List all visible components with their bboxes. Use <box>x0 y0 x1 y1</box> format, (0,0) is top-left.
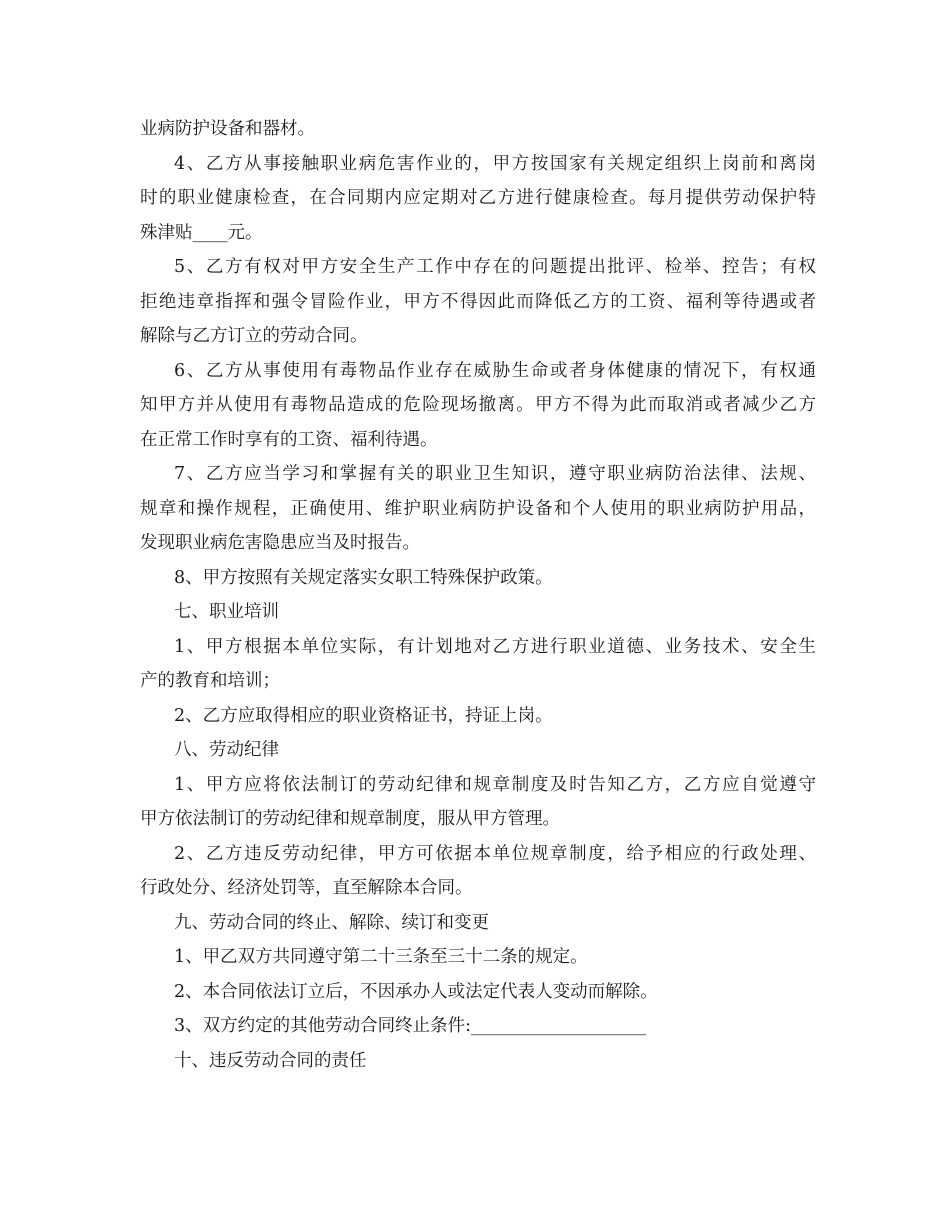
text-line-25: 1、甲乙双方共同遵守第二十三条至三十二条的规定。 <box>174 947 588 967</box>
text-line-26: 2、本合同依法订立后，不因承办人或法定代表人变动而解除。 <box>174 981 658 1002</box>
text-line-4: 殊津贴____元。 <box>140 222 263 243</box>
text-line-14: 8、甲方按照有关规定落实女职工特殊保护政策。 <box>174 567 553 588</box>
text-line-27: 3、双方约定的其他劳动合同终止条件:____________________ <box>174 1016 647 1036</box>
text-line-23: 行政处分、经济处罚等，直至解除本合同。 <box>140 878 473 898</box>
text-line-9: 知甲方并从使用有毒物品造成的危险现场撤离。甲方不得为此而取消或者减少乙方 <box>140 395 816 415</box>
text-line-1: 业病防护设备和器材。 <box>140 119 315 139</box>
text-line-2: 4、乙方从事接触职业病危害作业的，甲方按国家有关规定组织上岗前和离岗 <box>174 153 816 174</box>
section-heading-10: 十、违反劳动合同的责任 <box>174 1050 367 1071</box>
section-heading-7: 七、职业培训 <box>174 602 279 622</box>
text-line-13: 发现职业病危害隐患应当及时报告。 <box>140 533 420 553</box>
text-line-21: 甲方依法制订的劳动纪律和规章制度，服从甲方管理。 <box>140 809 560 829</box>
text-line-7: 解除与乙方订立的劳动合同。 <box>140 326 368 346</box>
section-heading-9: 九、劳动合同的终止、解除、续订和变更 <box>174 912 489 933</box>
text-line-12: 规章和操作规程，正确使用、维护职业病防护设备和个人使用的职业病防护用品， <box>140 498 816 519</box>
document-page <box>140 112 816 1078</box>
text-line-6: 拒绝违章指挥和强令冒险作业，甲方不得因此而降低乙方的工资、福利等待遇或者 <box>140 291 816 312</box>
text-line-3: 时的职业健康检查，在合同期内应定期对乙方进行健康检查。每月提供劳动保护特 <box>140 188 816 208</box>
section-heading-8: 八、劳动纪律 <box>174 740 279 760</box>
text-line-10: 在正常工作时享有的工资、福利待遇。 <box>140 429 438 450</box>
text-line-17: 产的教育和培训； <box>140 671 280 691</box>
text-line-5: 5、乙方有权对甲方安全生产工作中存在的问题提出批评、检举、控告；有权 <box>174 257 816 277</box>
text-line-8: 6、乙方从事使用有毒物品作业存在威胁生命或者身体健康的情况下，有权通 <box>174 360 816 381</box>
text-line-20: 1、甲方应将依法制订的劳动纪律和规章制度及时告知乙方，乙方应自觉遵守 <box>174 774 816 795</box>
text-line-22: 2、乙方违反劳动纪律，甲方可依据本单位规章制度，给予相应的行政处理、 <box>174 843 816 864</box>
text-line-11: 7、乙方应当学习和掌握有关的职业卫生知识，遵守职业病防治法律、法规、 <box>174 464 816 484</box>
text-line-18: 2、乙方应取得相应的职业资格证书，持证上岗。 <box>174 705 553 726</box>
text-line-16: 1、甲方根据本单位实际，有计划地对乙方进行职业道德、业务技术、安全生 <box>174 636 816 657</box>
